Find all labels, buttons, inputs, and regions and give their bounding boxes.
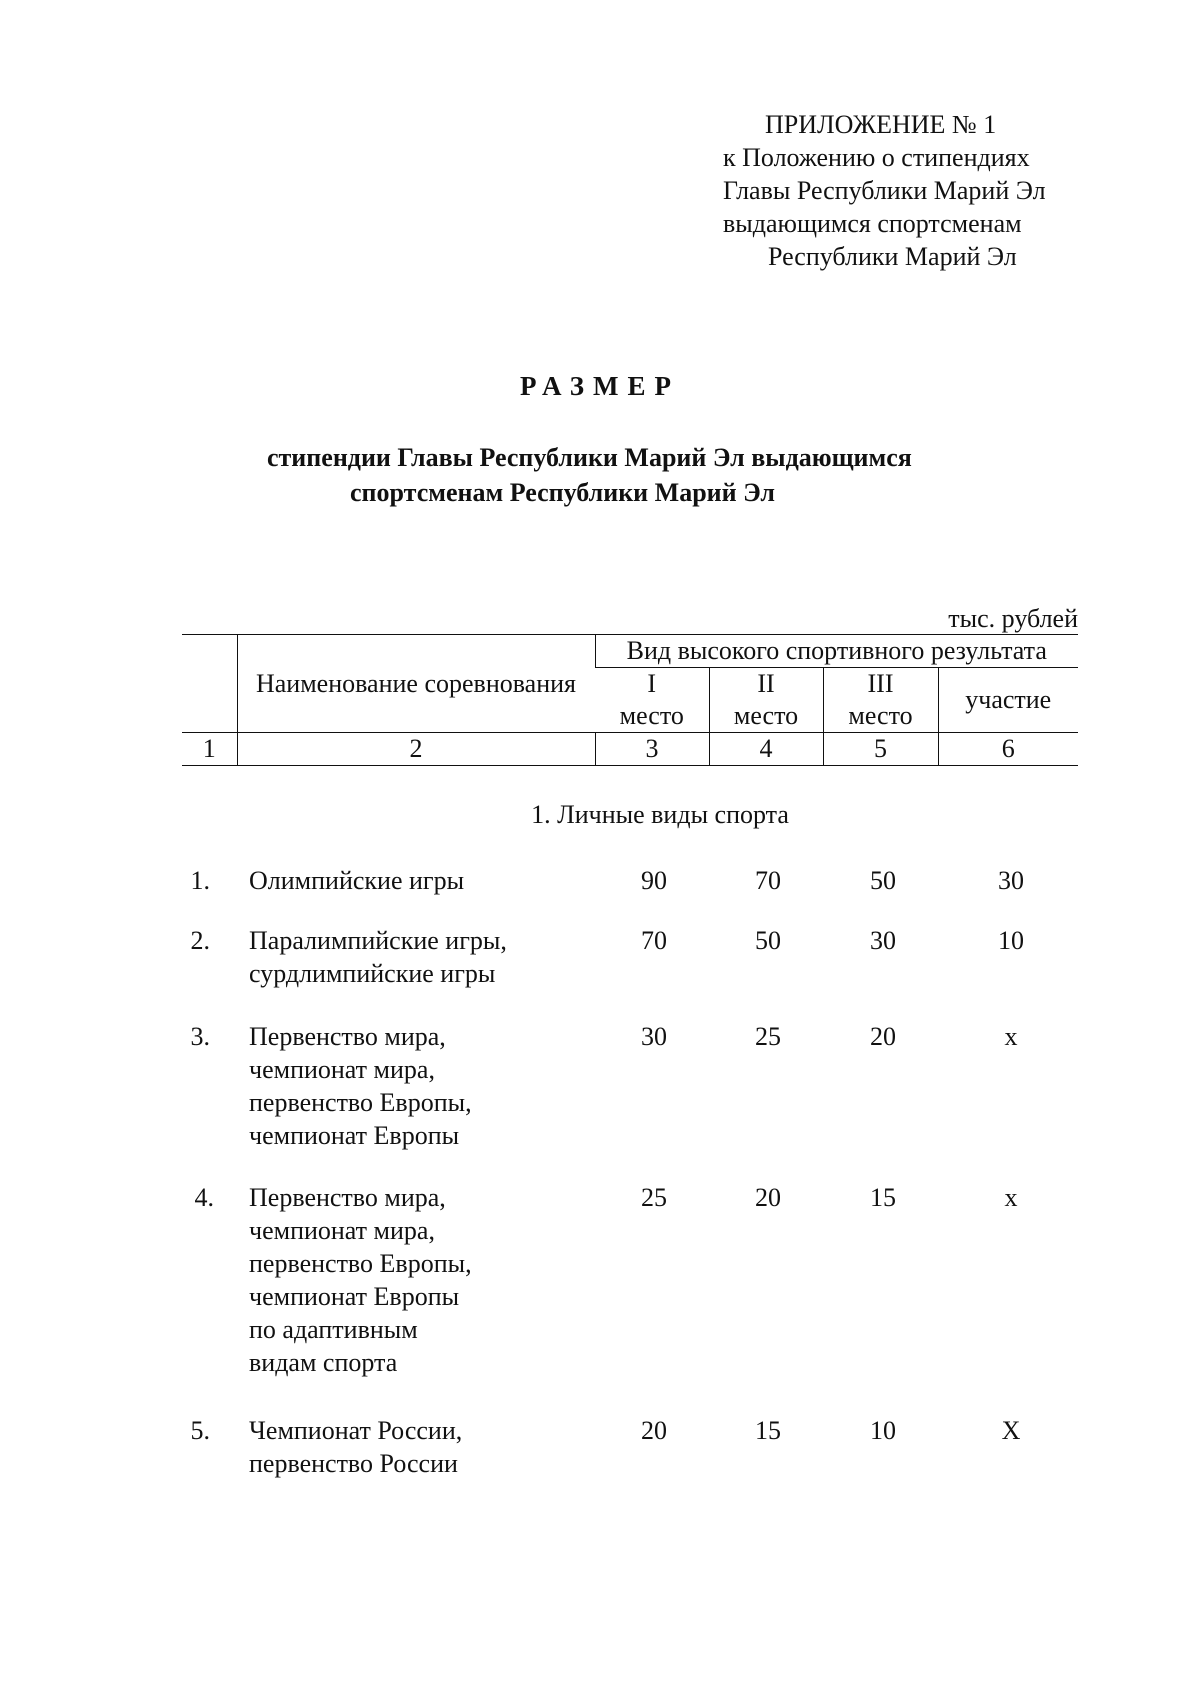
value-col-6: х <box>1004 1022 1018 1051</box>
value-col-6: 10 <box>998 926 1024 955</box>
value-col-4: 25 <box>755 1022 781 1051</box>
header-place2-roman: II <box>709 668 823 701</box>
competition-name-line: первенство Европы, <box>249 1249 472 1278</box>
header-place2-label: место <box>709 700 823 733</box>
competition-name <box>249 1181 472 1379</box>
competition-name <box>249 924 507 990</box>
value-col-4: 15 <box>755 1416 781 1445</box>
appendix-line: Республики Марий Эл <box>768 242 1017 271</box>
appendix-block <box>723 108 1046 273</box>
header-place1-label: место <box>595 700 709 733</box>
competition-name-line: видам спорта <box>249 1348 398 1377</box>
competition-name-line: первенство Европы, <box>249 1088 472 1117</box>
value-col-5: 15 <box>870 1183 896 1212</box>
appendix-line: Главы Республики Марий Эл <box>723 176 1046 205</box>
competition-name <box>249 1414 462 1480</box>
units-label: тыс. рублей <box>948 604 1078 633</box>
document-subtitle-line1: стипендии Главы Республики Марий Эл выдающимся <box>267 443 912 472</box>
row-number: 3. <box>190 1022 210 1051</box>
competition-name-line: чемпионат мира, <box>249 1216 435 1245</box>
header-group-cell: Вид высокого спортивного результата <box>595 635 1078 668</box>
competition-name-line: по адаптивным <box>249 1315 418 1344</box>
value-col-5: 50 <box>870 866 896 895</box>
col-number: 2 <box>237 733 595 766</box>
competition-name-line: чемпионат Европы <box>249 1282 460 1311</box>
value-col-3: 70 <box>641 926 667 955</box>
value-col-4: 20 <box>755 1183 781 1212</box>
value-col-3: 30 <box>641 1022 667 1051</box>
competition-name-line: Паралимпийские игры, <box>249 926 507 955</box>
competition-name-line: Олимпийские игры <box>249 866 465 895</box>
competition-name-line: сурдлимпийские игры <box>249 959 496 988</box>
value-col-4: 50 <box>755 926 781 955</box>
competition-name <box>249 1020 472 1152</box>
row-number: 1. <box>190 866 210 895</box>
header-place1-roman: I <box>595 668 709 701</box>
document-title: РАЗМЕР <box>519 371 681 401</box>
header-num-cell <box>182 635 237 733</box>
header-place3-label: место <box>823 700 938 733</box>
competition-name <box>249 864 464 897</box>
competition-name-line: Чемпионат России, <box>249 1416 463 1445</box>
col-number: 3 <box>595 733 709 766</box>
value-col-3: 90 <box>641 866 667 895</box>
competition-name-line: Первенство мира, <box>249 1022 446 1051</box>
document-subtitle-line2: спортсменам Республики Марий Эл <box>350 478 776 507</box>
header-participation: участие <box>938 668 1078 733</box>
table-header <box>182 634 1078 766</box>
value-col-6: Х <box>1001 1416 1021 1445</box>
competition-name-line: Первенство мира, <box>249 1183 446 1212</box>
competition-name-line: чемпионат мира, <box>249 1055 435 1084</box>
value-col-5: 20 <box>870 1022 896 1051</box>
header-place3-roman: III <box>823 668 938 701</box>
value-col-4: 70 <box>755 866 781 895</box>
col-number: 1 <box>182 733 237 766</box>
col-number: 5 <box>823 733 938 766</box>
value-col-6: х <box>1004 1183 1018 1212</box>
row-number: 5. <box>190 1416 210 1445</box>
appendix-line: ПРИЛОЖЕНИЕ № 1 <box>765 110 997 139</box>
row-number: 4. <box>194 1183 214 1212</box>
appendix-line: выдающимся спортсменам <box>723 209 1022 238</box>
header-name-cell: Наименование соревнования <box>237 635 595 733</box>
section-title: 1. Личные виды спорта <box>531 800 789 829</box>
competition-name-line: чемпионат Европы <box>249 1121 460 1150</box>
value-col-5: 30 <box>870 926 896 955</box>
value-col-5: 10 <box>870 1416 896 1445</box>
col-number: 6 <box>938 733 1078 766</box>
appendix-line: к Положению о стипендиях <box>723 143 1030 172</box>
competition-name-line: первенство России <box>249 1449 458 1478</box>
value-col-3: 25 <box>641 1183 667 1212</box>
value-col-6: 30 <box>998 866 1024 895</box>
col-number: 4 <box>709 733 823 766</box>
value-col-3: 20 <box>641 1416 667 1445</box>
row-number: 2. <box>190 926 210 955</box>
